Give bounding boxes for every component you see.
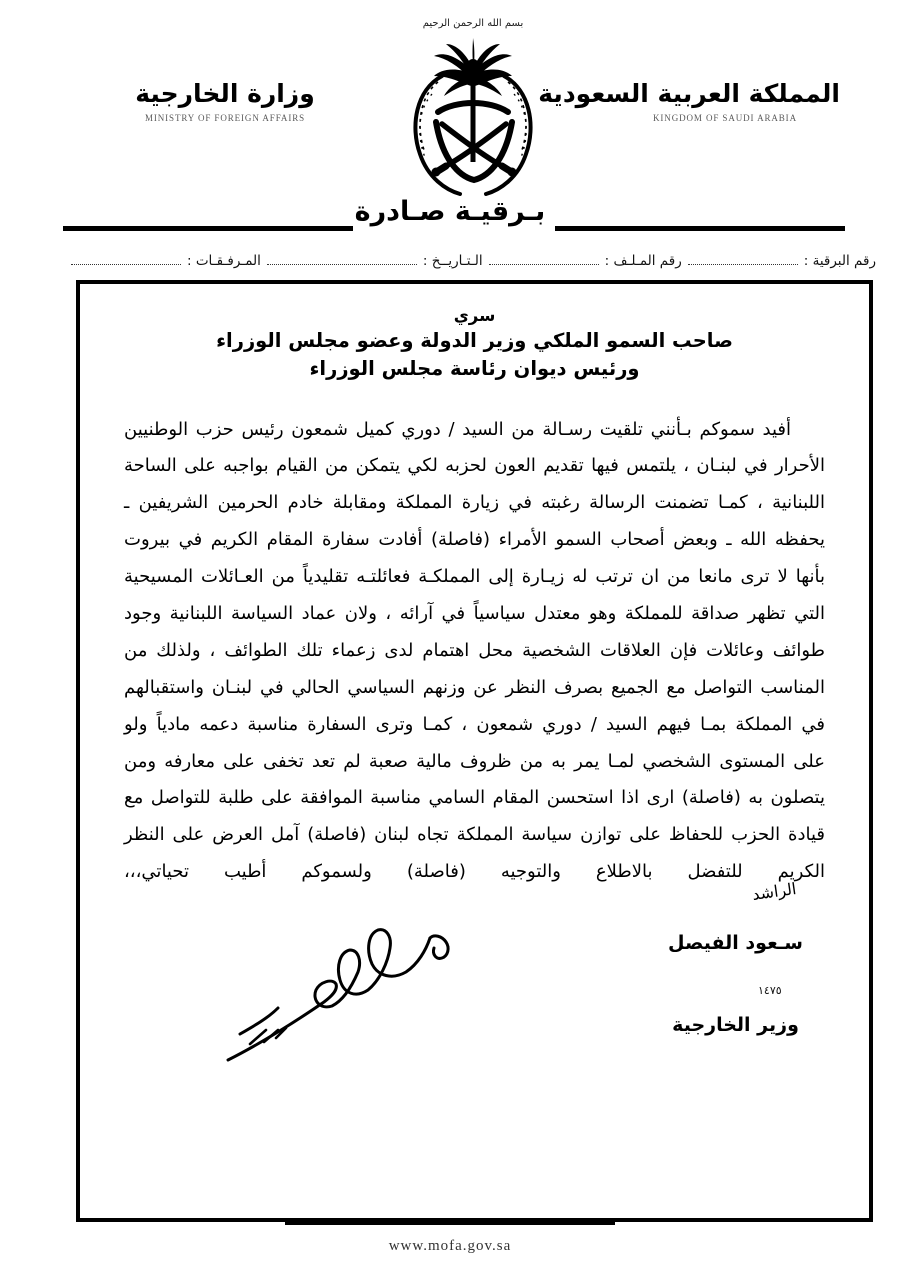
- stamp-number: ١٤٧٥: [758, 984, 782, 997]
- document-kind-title: بـرقيـة صـادرة: [354, 196, 546, 227]
- field-dotted-blank[interactable]: [267, 263, 417, 265]
- saudi-emblem-icon: [398, 18, 548, 198]
- signatory-name: سـعود الفيصل: [668, 932, 803, 954]
- basmala-text: بسم الله الرحمن الرحيم: [422, 18, 524, 29]
- document-body-frame: [76, 280, 873, 1222]
- field-label: الـتـاريــخ :: [422, 253, 483, 269]
- field-telegram-number[interactable]: [682, 253, 876, 269]
- classification-label: سري: [453, 306, 496, 325]
- ministry-block: [110, 80, 340, 123]
- ministry-name-arabic: وزارة الخارجية: [135, 79, 315, 108]
- field-attachments[interactable]: [65, 253, 261, 269]
- field-label: رقم البرقية :: [803, 253, 876, 269]
- footer-website-url: www.mofa.gov.sa: [388, 1238, 512, 1254]
- handwritten-signature: [220, 894, 560, 1074]
- kingdom-name-arabic: المملكة العربية السعودية: [538, 79, 840, 108]
- field-dotted-blank[interactable]: [489, 263, 599, 265]
- field-dotted-blank[interactable]: [71, 263, 181, 265]
- header-fields: [66, 247, 876, 269]
- handwritten-note: الراشد: [750, 879, 798, 904]
- ministry-name-english: MINISTRY OF FOREIGN AFFAIRS: [144, 112, 306, 123]
- kingdom-name-english: KINGDOM OF SAUDI ARABIA: [653, 112, 797, 123]
- field-label: رقم المـلـف :: [604, 253, 682, 269]
- telegram-body-text: أفيد سموكم بـأنني تلقيت رسـالة من السيد / دوري كميل شمعون رئيس حزب الوطنيين الأحرار في لبنـان ، يلتمس فيها تقديم العون لحزبه لكي يتمكن من القيام بواجبه على الساحة اللبنانية ، كمـا تضمنت الرسالة رغبته في زيارة المملكة ومقابلة خادم الحرمين الشريفين ـ يحفظه الله ـ وبعض أصحاب السمو الأمراء (فاصلة) أفادت سفارة المقام الكريم في بيروت بأنها لا ترى مانعا من ان ترتب له زيـارة إلى المملكـة فعائلتـه تقليدياً من العـائلات المسيحية التي تظهر صداقة للمملكة وهو معتدل سياسياً في آرائه ، ولان عماد السياسة اللبنانية وجود طوائف وعائلات فإن العلاقات الشخصية محل اهتمام لدى زعماء تلك الطوائف ، ولذلك من المناسب التواصل مع الجميع بصرف النظر عن وزنهم السياسي الحالي في لبنـان واستقبالهم في المملكة بمـا فيهم السيد / دوري شمعون ، كمـا وترى السفارة مناسبة دعمه مادياً ولو على المستوى الشخصي لمـا يمر به من ظروف مالية صعبة لم تعد تخفى على معارفه ومن يتصلون به (فاصلة) ارى اذا استحسن المقام السامي مناسبة الموافقة على طلبة للتواصل مع قيادة الحزب للحفاظ على توازن سياسة المملكة تجاه لبنان (فاصلة) آمل العرض على النظر الكريم للتفضل بالاطلاع والتوجيه (فاصلة) ولسموكم أطيب تحياتي،،،: [124, 418, 825, 883]
- signatory-title: وزير الخارجية: [672, 1014, 799, 1036]
- signature-block: [668, 932, 803, 1036]
- field-date[interactable]: [261, 253, 483, 269]
- field-file-number[interactable]: [483, 253, 682, 269]
- kingdom-block: [538, 79, 840, 123]
- letterhead: [0, 0, 900, 200]
- field-label: المـرفـقـات :: [186, 253, 261, 269]
- field-dotted-blank[interactable]: [688, 263, 798, 265]
- document-kind-row: [0, 196, 900, 242]
- addressee-line-2: ورئيس ديوان رئاسة مجلس الوزراء: [309, 357, 640, 381]
- addressee-line-1: صاحب السمو الملكي وزير الدولة وعضو مجلس الوزراء: [216, 329, 733, 352]
- footer-rule: [285, 1222, 615, 1225]
